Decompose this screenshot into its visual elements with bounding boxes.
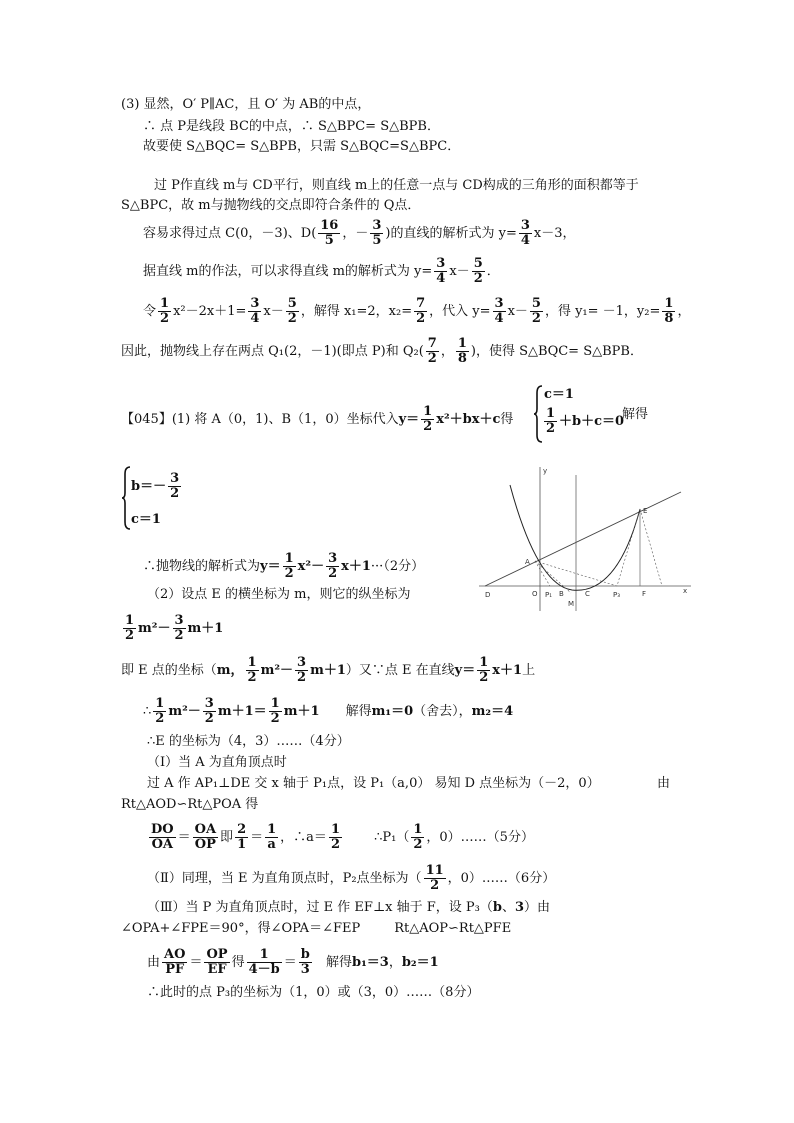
text: ． xyxy=(486,264,500,279)
text: 得 xyxy=(231,955,245,970)
den: 2 xyxy=(170,486,180,501)
text: x－ xyxy=(449,264,470,279)
frac-1-2 xyxy=(269,697,282,726)
num: 1 xyxy=(247,655,257,670)
den: 2 xyxy=(423,419,433,434)
parabola-diagram xyxy=(477,465,693,613)
label-c: C xyxy=(585,590,590,598)
frac-1-2 xyxy=(153,697,166,726)
num: 7 xyxy=(427,336,437,351)
text: b＝－ xyxy=(131,479,167,494)
frac-3-4 xyxy=(248,297,261,326)
text: y＝ xyxy=(398,412,420,427)
frac-7-2 xyxy=(426,337,439,366)
frac-3-4 xyxy=(493,297,506,326)
frac-op-ef xyxy=(204,948,229,977)
den: 2 xyxy=(328,566,338,581)
q045-line6 xyxy=(143,697,513,726)
text: ，0）……（6分） xyxy=(447,871,556,886)
text: ∴抛物线的解析式为 xyxy=(143,559,261,574)
den: 2 xyxy=(546,421,556,436)
text: ∴ xyxy=(143,704,152,719)
text: ，∴a＝ xyxy=(280,830,327,845)
q045-line11: $\frac{DO}{OA}$ ＝ $\frac{OA}{OP}$ 即 $\frac{2}{1}$ ＝ $\frac{1}{a}$ ，∴a＝ $\frac{1}{2}$ ∴P₁（ $\frac{1}{2}$ ，0）……（5分） xyxy=(151,822,534,852)
den: 2 xyxy=(160,311,170,326)
den: 2 xyxy=(430,878,440,893)
den: 4 xyxy=(250,311,260,326)
num: 16 xyxy=(320,218,339,233)
label-b: B xyxy=(559,590,564,598)
text: （Ⅲ）当 P 为直角顶点时，过 E 作 EF⊥x 轴于 F，设 P₃（ xyxy=(147,900,493,915)
frac-1-2 xyxy=(421,405,434,434)
den: 2 xyxy=(174,628,184,643)
text: ）又∵点 E 在直线 xyxy=(345,663,455,678)
label-o: O xyxy=(532,590,538,598)
den: 2 xyxy=(297,670,307,685)
frac-1-2 xyxy=(329,823,342,852)
text: )，使得 S△BQC= S△BPB． xyxy=(470,344,643,359)
num: 11 xyxy=(425,863,444,878)
text: x²－ xyxy=(297,559,325,574)
num: 7 xyxy=(416,296,426,311)
line-de xyxy=(485,492,681,586)
frac-ao-pf xyxy=(162,948,187,977)
part3-line1: (3) 显然，O′ P∥AC，且 O′ 为 AB的中点， xyxy=(121,97,371,112)
text: m₂＝4 xyxy=(471,704,514,719)
q045-line13 xyxy=(147,899,550,917)
num: 1 xyxy=(423,404,433,419)
den: 2 xyxy=(247,670,257,685)
den: 2 xyxy=(330,837,340,852)
text: 解得 xyxy=(325,955,352,970)
frac-1-8 xyxy=(456,337,469,366)
part3-line9 xyxy=(121,337,643,366)
text: 容易求得过点 C(0，－3)、D( xyxy=(143,226,317,241)
q045-line12 xyxy=(147,864,555,893)
part3-line5: S△BPC，故 m与抛物线的交点即符合条件的 Q点． xyxy=(121,198,421,213)
num: 1 xyxy=(413,822,423,837)
num: 3 xyxy=(170,471,180,486)
q045-line16: ∴此时的点 P₃的坐标为（1，0）或（3，0）……（8分） xyxy=(147,985,480,1000)
text: ···（2分） xyxy=(370,559,425,574)
den: 1 xyxy=(237,837,247,852)
frac-3-4 xyxy=(519,219,532,248)
frac-1-2 xyxy=(411,823,424,852)
text: 3 xyxy=(515,900,525,915)
part3-line3: 故要使 S△BQC= S△BPB，只需 S△BQC=S△BPC． xyxy=(143,139,461,154)
text: m＋1＝ xyxy=(217,704,267,719)
den: EF xyxy=(207,962,227,977)
text: y＝ xyxy=(260,559,281,574)
num: b xyxy=(300,947,310,962)
den: a xyxy=(267,837,276,852)
frac-3-2 xyxy=(173,614,186,643)
num: 3 xyxy=(174,613,184,628)
label-p3: P₃ xyxy=(613,591,621,599)
q045-line4 xyxy=(121,614,223,643)
frac-5-2 xyxy=(472,257,485,286)
system1-eq1: c＝1 xyxy=(544,387,574,402)
text: m＋1 xyxy=(310,663,346,678)
text: ＋b＋c＝0 xyxy=(559,414,625,429)
text: Rt△AOP∽Rt△PFE xyxy=(394,921,512,936)
text: m₁＝0 xyxy=(371,704,414,719)
text: 令 xyxy=(143,304,157,319)
text: ，得 y₁= －1，y₂= xyxy=(544,304,661,319)
text: b xyxy=(492,900,502,915)
frac-oa-op xyxy=(193,823,218,852)
text: 因此，抛物线上存在两点 Q₁(2，－1)(即点 P)和 Q₂( xyxy=(121,344,424,359)
den: 2 xyxy=(287,311,297,326)
num: 1 xyxy=(664,296,674,311)
frac-16-5 xyxy=(318,219,340,248)
dashed-am xyxy=(535,561,571,593)
label-x: x xyxy=(683,587,688,595)
frac-3-2 xyxy=(203,697,216,726)
text: ∠OPA+∠FPE＝90°，得∠OPA＝∠FEP xyxy=(121,921,361,936)
part3-line6: 容易求得过点 C(0，－3)、D( $\frac{16}{5}$ ，－ $\frac{3}{5}$ )的直线的解析式为 y= $\frac{3}{4}$ x－3， xyxy=(143,218,576,248)
text: x＋1 xyxy=(341,559,371,574)
system1-eq2 xyxy=(542,407,624,436)
part3-line8 xyxy=(143,297,690,326)
text: m， xyxy=(216,663,244,678)
q045-line14 xyxy=(121,920,511,938)
frac-3-2 xyxy=(168,472,181,501)
den: 2 xyxy=(531,311,541,326)
frac-3-2 xyxy=(326,552,339,581)
coordinate-figure xyxy=(477,465,693,613)
frac-1-2 xyxy=(477,656,490,685)
frac-b-3 xyxy=(299,948,312,977)
frac-7-2 xyxy=(414,297,427,326)
frac-1-2 xyxy=(544,407,557,436)
label-y: y xyxy=(543,467,548,475)
frac-5-2 xyxy=(530,297,543,326)
num: 3 xyxy=(250,296,260,311)
den: 8 xyxy=(664,311,674,326)
text: x－3， xyxy=(533,226,576,241)
num: 1 xyxy=(546,406,556,421)
part3-line7 xyxy=(143,257,500,286)
q045-line10: Rt△AOD∽Rt△POA 得 xyxy=(121,797,259,812)
text: 、 xyxy=(501,900,515,915)
den: 2 xyxy=(270,711,280,726)
den: 2 xyxy=(473,271,483,286)
num: 5 xyxy=(287,296,297,311)
part3-line4: 过 P作直线 m与 CD平行，则直线 m上的任意一点与 CD构成的三角形的面积都等于 xyxy=(154,178,639,193)
frac-1-2 xyxy=(283,552,296,581)
den: 2 xyxy=(479,670,489,685)
text: 由 xyxy=(147,955,161,970)
text: 即 E 点的坐标（ xyxy=(121,663,217,678)
text: 即 xyxy=(220,830,234,845)
num: 3 xyxy=(204,696,214,711)
brace-system-2 xyxy=(121,466,131,530)
text: m＋1 xyxy=(187,621,224,636)
frac-1-2 xyxy=(158,297,171,326)
q045-line1 xyxy=(121,405,513,434)
q045-line9: 过 A 作 AP₁⊥DE 交 x 轴于 P₁点，设 P₁（a,0） 易知 D 点坐标为（－2，0） xyxy=(147,776,600,791)
text: ，0）……（5分） xyxy=(426,830,534,845)
system2-eq1 xyxy=(131,472,183,501)
text: m²－ xyxy=(138,621,171,636)
label-m: M xyxy=(568,600,575,608)
frac-3-2 xyxy=(295,656,308,685)
den: 2 xyxy=(155,711,165,726)
text: y＝ xyxy=(454,663,476,678)
text: ，代入 y= xyxy=(429,304,491,319)
text: x²＋bx＋c xyxy=(436,412,501,427)
text: ， xyxy=(677,304,691,319)
frac-1-8 xyxy=(662,297,675,326)
frac-1-4b xyxy=(247,948,282,977)
num: 5 xyxy=(531,296,541,311)
q045-solve-word: 解得 xyxy=(622,407,649,422)
q045-line5 xyxy=(121,656,535,685)
text: b₂＝1 xyxy=(401,955,439,970)
dashed-ep2 xyxy=(640,509,662,586)
frac-3-4 xyxy=(434,257,447,286)
text: ∴P₁（ xyxy=(374,830,410,845)
den: 5 xyxy=(372,233,382,248)
label-d: D xyxy=(485,591,491,599)
num: 1 xyxy=(125,613,135,628)
text: ，解得 x₁=2，x₂= xyxy=(300,304,413,319)
q045-line9-end: 由 xyxy=(657,776,671,791)
frac-5-2 xyxy=(286,297,299,326)
den: 4 xyxy=(436,271,446,286)
text: 得 xyxy=(500,412,514,427)
den: 2 xyxy=(427,351,437,366)
label-e: E xyxy=(643,507,648,515)
text: b₁＝3 xyxy=(351,955,389,970)
num: 1 xyxy=(479,655,489,670)
num: 1 xyxy=(267,822,277,837)
text: ）由 xyxy=(524,900,551,915)
q045-line7: ∴E 的坐标为（4，3）……（4分） xyxy=(147,734,350,749)
frac-do-oa xyxy=(149,823,176,852)
text: x＋1 xyxy=(492,663,523,678)
label-p1: P₁ xyxy=(545,591,553,599)
text: m＋1 xyxy=(283,704,320,719)
num: 3 xyxy=(494,296,504,311)
num: OP xyxy=(206,947,228,962)
num: AO xyxy=(164,947,186,962)
den: 4 xyxy=(494,311,504,326)
label-f: F xyxy=(642,590,647,598)
num: 2 xyxy=(237,822,247,837)
den: 2 xyxy=(284,566,294,581)
num: 1 xyxy=(155,696,165,711)
num: 1 xyxy=(247,948,282,963)
frac-1-2 xyxy=(246,656,259,685)
q045-line8: （Ⅰ）当 A 为直角顶点时 xyxy=(147,755,287,770)
text: m²－ xyxy=(168,704,201,719)
den: 2 xyxy=(413,837,423,852)
num: 3 xyxy=(328,551,338,566)
text: x²－2x＋1= xyxy=(173,304,247,319)
num: 3 xyxy=(520,218,530,233)
frac-1-a xyxy=(265,823,278,852)
den: 4 xyxy=(520,233,530,248)
num: 1 xyxy=(160,296,170,311)
frac-11-2 xyxy=(424,864,446,893)
text: 上 xyxy=(522,663,536,678)
frac-2-1 xyxy=(235,823,248,852)
den: 5 xyxy=(324,233,334,248)
text: )的直线的解析式为 y= xyxy=(385,226,517,241)
brace-icon xyxy=(121,466,131,530)
num: DO xyxy=(151,822,174,837)
num: 5 xyxy=(473,256,483,271)
den: OP xyxy=(194,837,216,852)
den: 8 xyxy=(457,351,467,366)
num: 1 xyxy=(457,336,467,351)
text: x－ xyxy=(263,304,284,319)
text: ， xyxy=(388,955,402,970)
frac-1-2 xyxy=(123,614,136,643)
num: 1 xyxy=(284,551,294,566)
den: PF xyxy=(165,962,185,977)
text: （舍去）， xyxy=(413,704,472,719)
num: 1 xyxy=(270,696,280,711)
text: 解得 xyxy=(345,704,372,719)
num: 3 xyxy=(372,218,382,233)
den: 2 xyxy=(416,311,426,326)
den: 2 xyxy=(125,628,135,643)
q045-line2 xyxy=(143,552,424,581)
den: OA xyxy=(151,837,174,852)
text: （Ⅱ）同理，当 E 为直角顶点时，P₂点坐标为（ xyxy=(147,871,422,886)
part3-line2: ∴ 点 P是线段 BC的中点，∴ S△BPC= S△BPB． xyxy=(143,119,440,134)
frac-3-5 xyxy=(370,219,383,248)
den: 3 xyxy=(300,962,310,977)
num: 3 xyxy=(297,655,307,670)
text: ， xyxy=(440,344,454,359)
q045-line15: 由 $\frac{AO}{PF}$ ＝ $\frac{OP}{EF}$ 得 $\frac{1}{4-b}$ ＝ $\frac{b}{3}$ 解得b₁＝3，b₂＝1 xyxy=(147,947,439,977)
num: 1 xyxy=(330,822,340,837)
q045-line3: （2）设点 E 的横坐标为 m，则它的纵坐标为 xyxy=(147,587,411,602)
den: 4－b xyxy=(248,962,280,977)
den: 2 xyxy=(204,711,214,726)
num: OA xyxy=(194,822,217,837)
text: 据直线 m的作法，可以求得直线 m的解析式为 y= xyxy=(143,264,433,279)
text: 【045】(1) 将 A（0，1)、B（1，0）坐标代入 xyxy=(121,412,399,427)
label-a: A xyxy=(525,558,530,566)
num: 3 xyxy=(436,256,446,271)
text: x－ xyxy=(507,304,528,319)
system2-eq2: c＝1 xyxy=(131,512,161,527)
text: m²－ xyxy=(260,663,294,678)
